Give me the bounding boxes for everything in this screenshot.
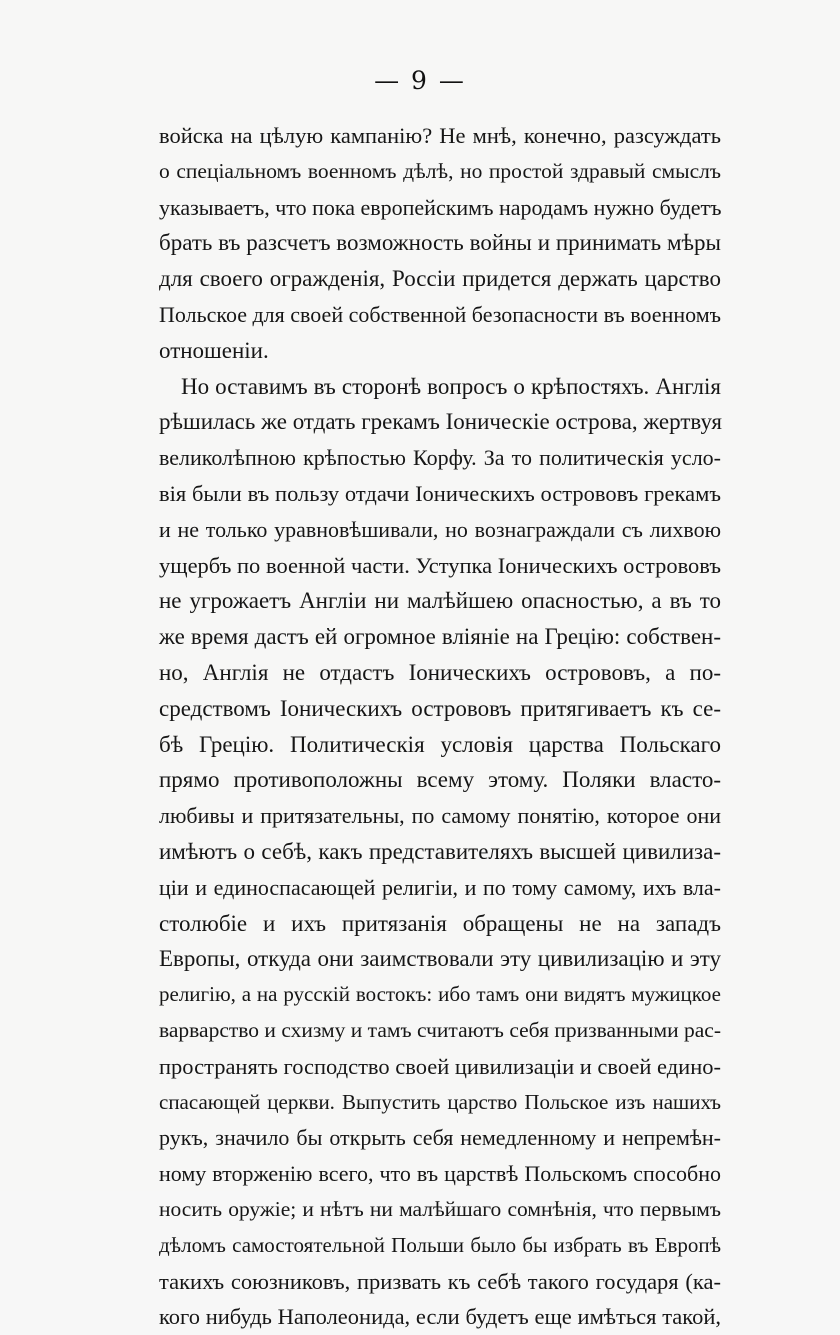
text-line: ному вторженію всего, что въ царствѣ Польскомъ способно xyxy=(159,1161,721,1187)
text-line: не угрожаетъ Англіи ни малѣйшею опасностью, а въ то xyxy=(159,588,721,614)
text-line: ущербъ по военной части. Уступка Іоническихъ острововъ xyxy=(159,552,721,578)
text-line: же время дастъ ей огромное вліяніе на Грецію: собствен- xyxy=(159,624,721,650)
text-line: отношеніи. xyxy=(159,337,269,363)
text-line: великолѣпною крѣпостью Корфу. За то политическія усло- xyxy=(159,445,721,471)
text-line: прямо противоположны всему этому. Поляки власто- xyxy=(159,767,721,793)
text-line: для своего огражденія, Россіи придется держать царство xyxy=(159,266,721,292)
text-line: ціи и единоспасающей религіи, и по тому самому, ихъ вла- xyxy=(159,874,721,900)
text-line: такихъ союзниковъ, призвать къ себѣ такого государя (ка- xyxy=(159,1268,721,1294)
text-line: брать въ разсчетъ возможность войны и принимать мѣры xyxy=(159,230,721,256)
text-line: спасающей церкви. Выпустить царство Польское изъ нашихъ xyxy=(159,1089,721,1114)
text-line: столюбіе и ихъ притязанія обращены не на западъ xyxy=(159,910,721,936)
text-line: войска на цѣлую кампанію? Не мнѣ, конечно, разсуждать xyxy=(159,123,721,148)
text-line: указываетъ, что пока европейскимъ народамъ нужно будетъ xyxy=(159,194,722,220)
text-line: пространять господство своей цивилизаціи и своей едино- xyxy=(159,1053,722,1079)
text-line: рѣшилась же отдать грекамъ Іоническіе острова, жертвуя xyxy=(159,409,722,435)
text-line: вія были въ пользу отдачи Іоническихъ острововъ грекамъ xyxy=(159,480,721,506)
text-line: кого нибудь Наполеонида, если будетъ еще имѣться такой, xyxy=(159,1304,721,1330)
text-line: но, Англія не отдастъ Іоническихъ острововъ, а по- xyxy=(159,659,721,685)
text-line: имѣютъ о себѣ, какъ представителяхъ высшей цивилиза- xyxy=(159,838,721,864)
text-line: бѣ Грецію. Политическія условія царства Польскаго xyxy=(159,731,721,757)
text-line: носить оружіе; и нѣтъ ни малѣйшаго сомнѣнія, что первымъ xyxy=(159,1196,721,1221)
text-line: дѣломъ самостоятельной Польши было бы избрать въ Европѣ xyxy=(159,1232,721,1257)
text-line: Польское для своей собственной безопасности въ военномъ xyxy=(159,301,721,327)
text-line: средствомъ Іоническихъ острововъ притягиваетъ къ се- xyxy=(159,695,721,721)
text-line: любивы и притязательны, по самому понятію, которое они xyxy=(159,803,721,829)
text-line: Европы, откуда они заимствовали эту цивилизацію и эту xyxy=(159,946,721,972)
text-line: рукъ, значило бы открыть себя немедленному и непремѣн- xyxy=(159,1125,721,1151)
text-line: о спеціальномъ военномъ дѣлѣ, но простой здравый смыслъ xyxy=(159,158,721,183)
page-number: — 9 — xyxy=(374,66,466,95)
paragraph-first-line: Но оставимъ въ сторонѣ вопросъ о крѣпостяхъ. Англія xyxy=(181,373,721,399)
body-text xyxy=(159,118,721,1335)
text-line: и не только уравновѣшивали, но вознаграждали съ лихвою xyxy=(159,516,721,542)
text-line: варварство и схизму и тамъ считаютъ себя призванными рас- xyxy=(159,1017,721,1042)
text-line: религію, а на русскій востокъ: ибо тамъ они видятъ мужицкое xyxy=(159,982,721,1007)
